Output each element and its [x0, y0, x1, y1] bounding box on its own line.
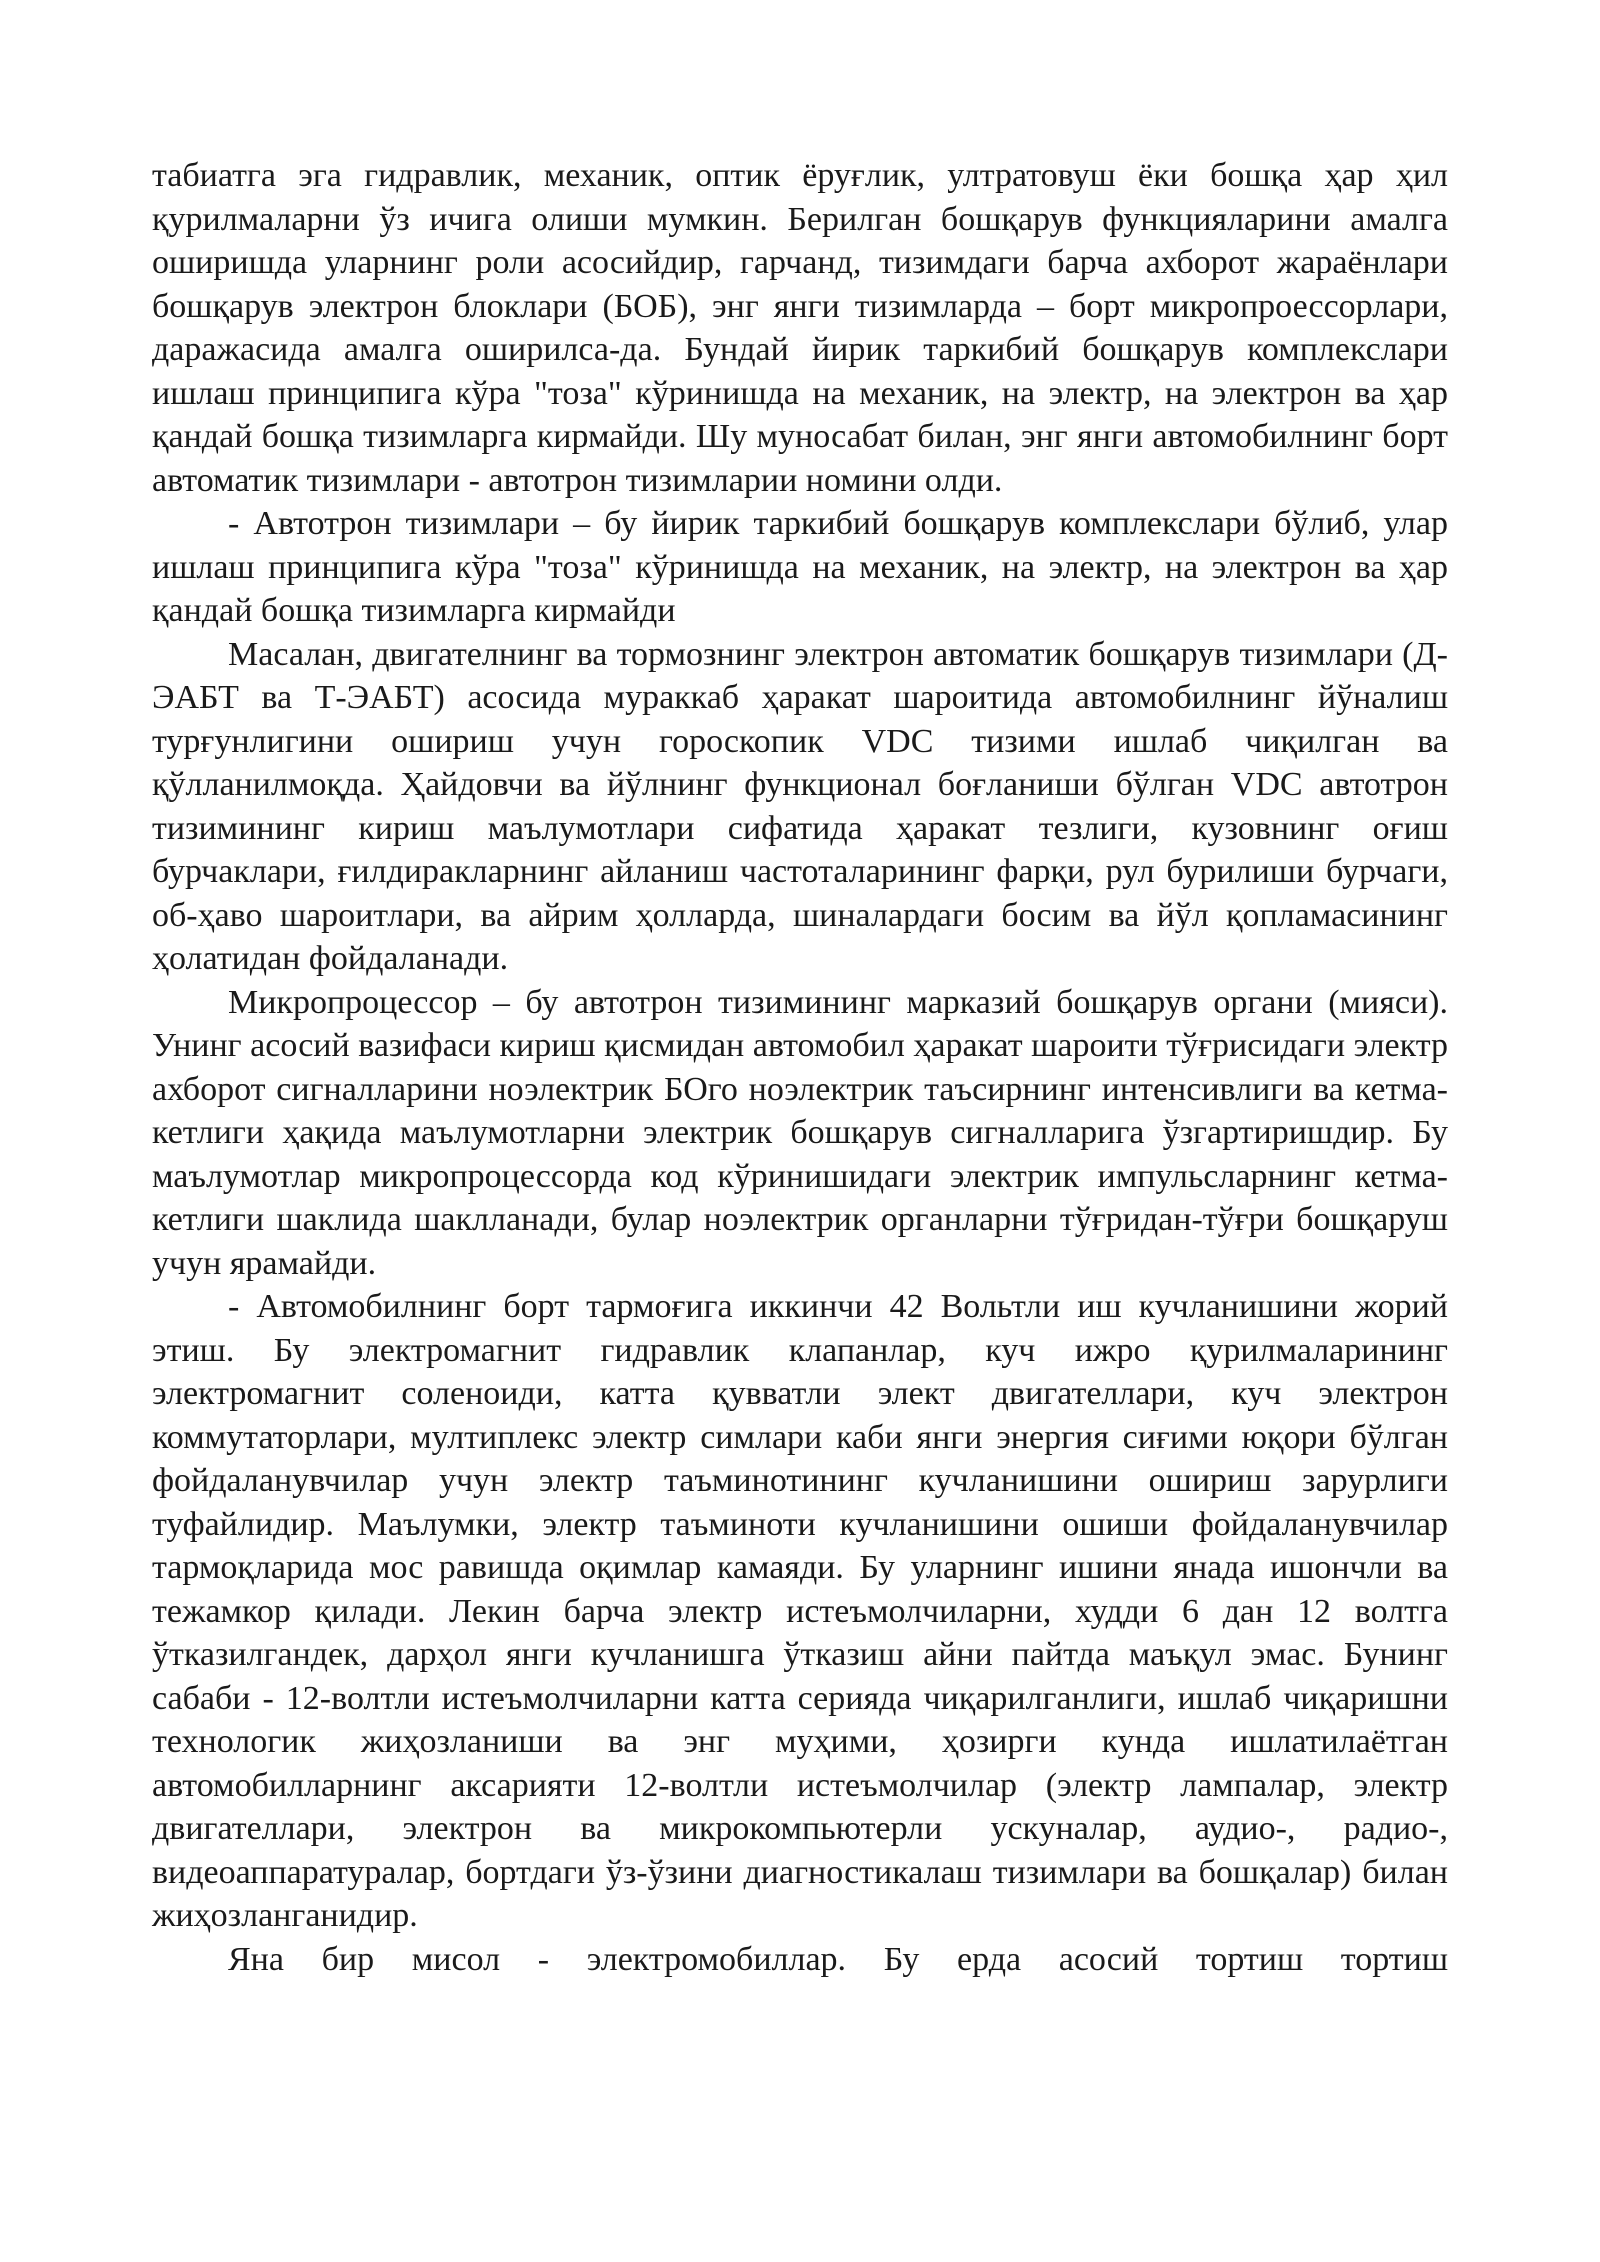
- paragraph-3: Масалан, двигателнинг ва тормознинг электрон автоматик бошқарув тизимлари (Д-ЭАБТ ва Т-ЭАБТ) асосида мураккаб ҳаракат шароитида автомобилнинг йўналиш турғунлигини ошириш учун гороскопик VDC тизими ишлаб чиқилган ва қўлланилмоқда. Ҳайдовчи ва йўлнинг функционал боғланиши бўлган VDC автотрон тизимининг кириш маълумотлари сифатида ҳаракат тезлиги, кузовнинг оғиш бурчаклари, ғилдиракларнинг айланиш частоталарининг фарқи, рул бурилиши бурчаги, об-ҳаво шароитлари, ва айрим ҳолларда, шиналардаги босим ва йўл қопламасининг ҳолатидан фойдаланади.: [152, 635, 1448, 977]
- paragraph-4: Микропроцессор – бу автотрон тизимининг марказий бошқарув органи (мияси). Унинг асосий вазифаси кириш қисмидан автомобил ҳаракат шароити тўғрисидаги электр ахборот сигналларини ноэлектрик БОго ноэлектрик таъсирнинг интенсивлиги ва кетма-кетлиги ҳақида маълумотларни электрик бошқарув сигналларига ўзгартиришдир. Бу маълумотлар микропроцессорда код кўринишидаги электрик импульсларнинг кетма-кетлиги шаклида шаклланади, булар ноэлектрик органларни тўғридан-тўғри бошқаруш учун ярамайди.: [152, 983, 1448, 1282]
- paragraph-5: - Автомобилнинг борт тармоғига иккинчи 42 Вольтли иш кучланишини жорий этиш. Бу электромагнит гидравлик клапанлар, куч ижро қурилмаларининг электромагнит соленоиди, катта қувватли элект двигателлари, куч электрон коммутаторлари, мултиплекс электр симлари каби янги энергия сиғими юқори бўлган фойдаланувчилар учун электр таъминотининг кучланишини ошириш зарурлиги туфайлидир. Маълумки, электр таъминоти кучланишини ошиши фойдаланувчилар тармоқларида мос равишда оқимлар камаяди. Бу уларнинг ишини янада ишончли ва тежамкор қилади. Лекин барча электр истеъмолчиларни, худди 6 дан 12 волтга ўтказилгандек, дарҳол янги кучланишга ўтказиш айни пайтда маъқул эмас. Бунинг сабаби - 12-волтли истеъмолчиларни катта серияда чиқарилганлиги, ишлаб чиқаришни технологик жиҳозланиши ва энг муҳими, ҳозирги кунда ишлатилаётган автомобилларнинг аксарияти 12-волтли истеъмолчилар (электр лампалар, электр двигателлари, электрон ва микрокомпьютерли ускуналар, аудио-, радио-, видеоаппаратуралар, бортдаги ўз-ўзини диагностикалаш тизимлари ва бошқалар) билан жиҳозланганидир.: [152, 1288, 1448, 1934]
- paragraph-1: табиатга эга гидравлик, механик, оптик ёруғлик, ултратовуш ёки бошқа ҳар ҳил қурилмаларни ўз ичига олиши мумкин. Берилган бошқарув функцияларини амалга оширишда уларнинг роли асосийдир, гарчанд, тизимдаги барча ахборот жараёнлари бошқарув электрон блоклари (БОБ), энг янги тизимларда – борт микропроессорлари, даражасида амалга оширилса-да. Бундай йирик таркибий бошқарув комплекслари ишлаш принципига кўра "тоза" кўринишда на механик, на электр, на электрон ва ҳар қандай бошқа тизимларга кирмайди. Шу муносабат билан, энг янги автомобилнинг борт автоматик тизимлари - автотрон тизимларии номини олди.: [152, 157, 1448, 499]
- document-page: [152, 154, 1448, 1981]
- paragraph-6: Яна бир мисол - электромобиллар. Бу ерда асосий тортиш тортиш: [228, 1940, 1448, 1978]
- paragraph-2: - Автотрон тизимлари – бу йирик таркибий бошқарув комплекслари бўлиб, улар ишлаш принципига кўра "тоза" кўринишда на механик, на электр, на электрон ва ҳар қандай бошқа тизимларга кирмайди: [152, 505, 1448, 629]
